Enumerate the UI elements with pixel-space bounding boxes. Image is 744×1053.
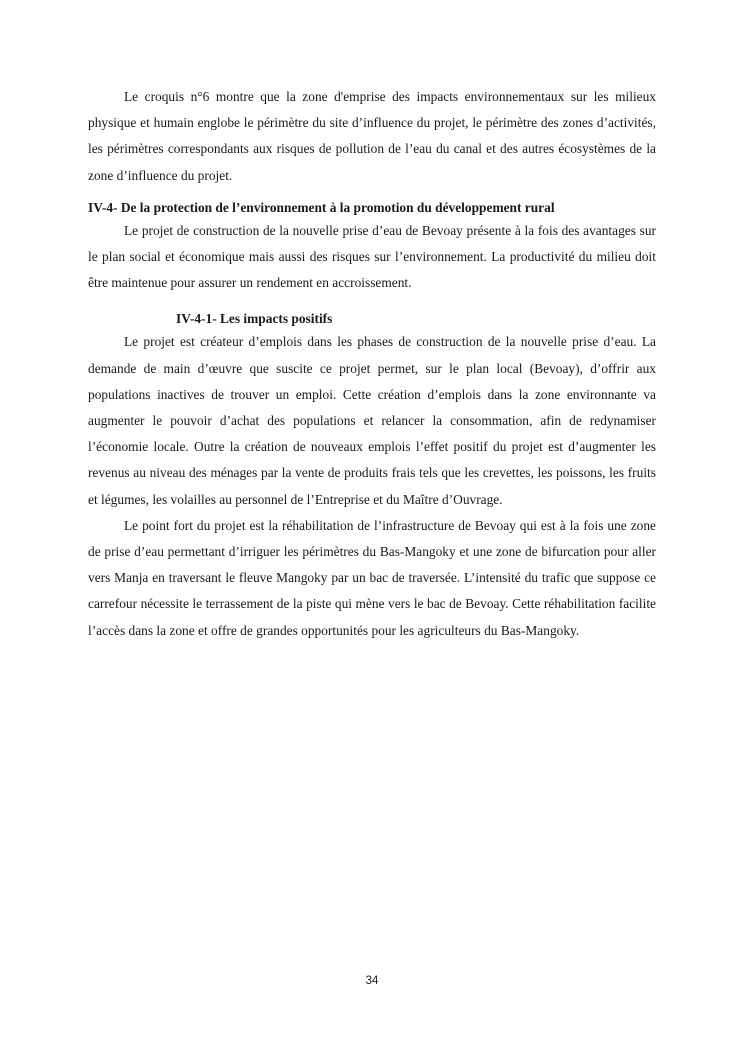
page-body (88, 84, 656, 644)
page-number: 34 (365, 975, 379, 987)
subsection-heading: IV-4-1- Les impacts positifs (176, 311, 333, 327)
section-heading: IV-4- De la protection de l’environnement à la promotion du développement rural (88, 199, 555, 215)
paragraph-croquis: Le croquis n°6 montre que la zone d'emprise des impacts environnementaux sur les milieux physique et humain englobe le périmètre du site d’influence du projet, le périmètre des zones d’activités, les périmètres correspondants aux risques de pollution de l’eau du canal et des autres écosystèmes de la zone d’influence du projet. (88, 89, 656, 183)
paragraph-projet-construction: Le projet de construction de la nouvelle prise d’eau de Bevoay présente à la fois des avantages sur le plan social et économique mais aussi des risques sur l’environnement. La productivité du milieu doit être maintenue pour assurer un rendement en accroissement. (88, 222, 656, 291)
paragraph-rehabilitation: Le point fort du projet est la réhabilitation de l’infrastructure de Bevoay qui est à la fois une zone de prise d’eau permettant d’irriguer les périmètres du Bas-Mangoky et une zone de bifurcation pour aller vers Manja en traversant le fleuve Mangoky par un bac de traversée. L’intensité du trafic que suppose ce carrefour nécessite le terrassement de la piste qui mène vers le bac de Bevoay. Cette réhabilitation facilite l’accès dans la zone et offre de grandes opportunités pour les agriculteurs du Bas-Mangoky. (88, 517, 656, 638)
paragraph-emplois: Le projet est créateur d’emplois dans les phases de construction de la nouvelle prise d’eau. La demande de main d’œuvre que suscite ce projet permet, sur le plan local (Bevoay), d’offrir aux populations inactives de trouver un emploi. Cette création d’emplois dans la zone environnante va augmenter le pouvoir d’achat des populations et relancer la consommation, afin de redynamiser l’économie locale. Outre la création de nouveaux emplois l’effet positif du projet est d’augmenter les revenus au niveau des ménages par la vente de produits frais tels que les crevettes, les poissons, les fruits et légumes, les volailles au personnel de l’Entreprise et du Maître d’Ouvrage. (88, 334, 656, 507)
